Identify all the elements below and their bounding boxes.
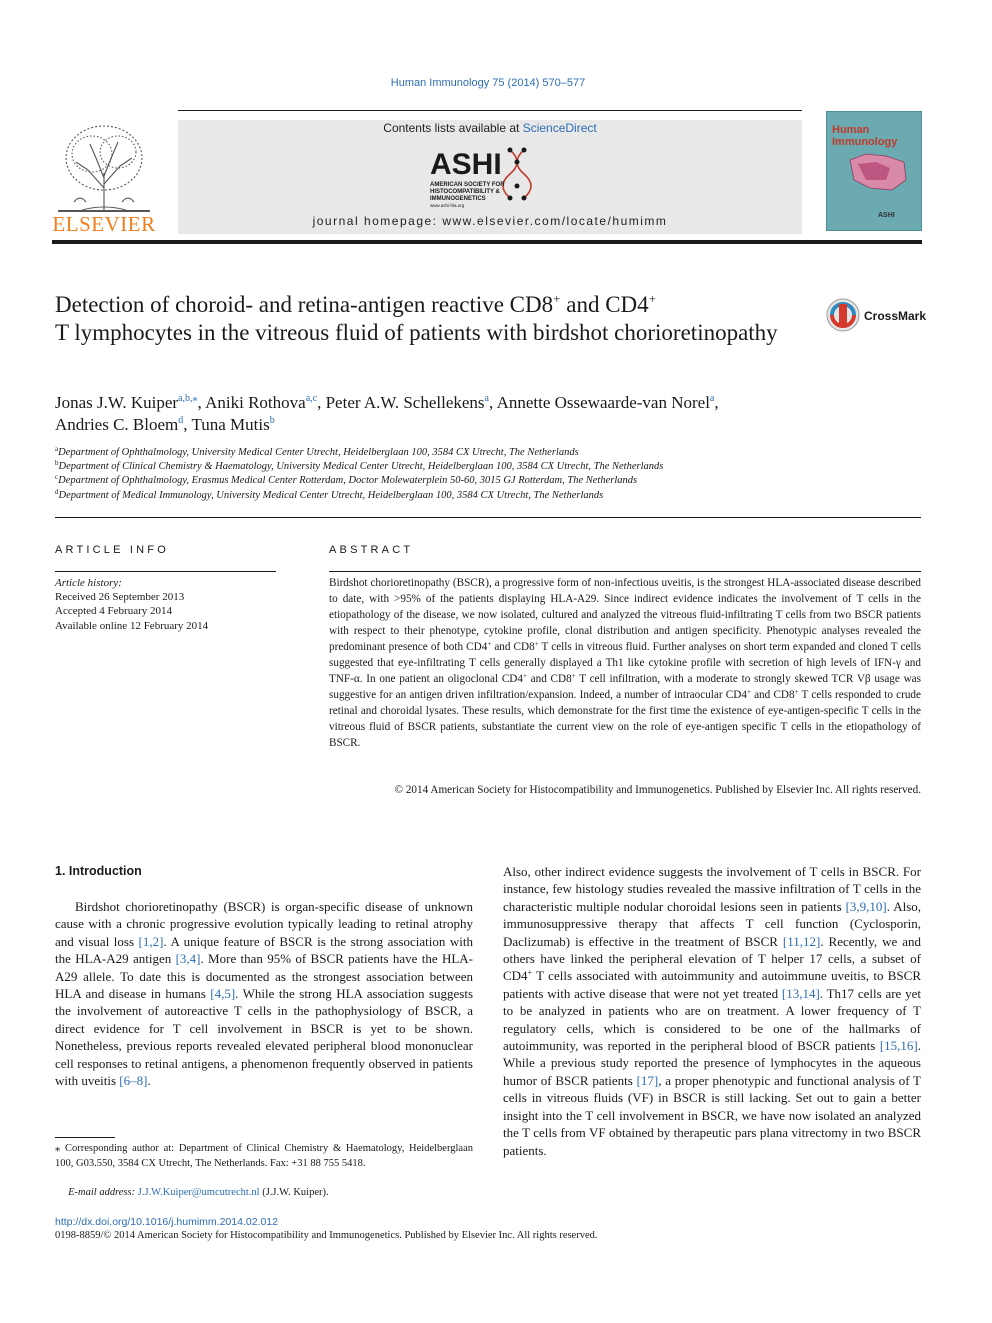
body-column-left: Birdshot chorioretinopathy (BSCR) is organ-specific disease of unknown cause with a chronic progressive evolution typically leading to retinal atrophy and visual loss [1,2]. A unique feature of BSCR is the strong association with the HLA-A29 antigen [3,4]. More than 95% of BSCR patients have the HLA-A29 allele. To date this is documented as the strongest association between HLA and disease in humans [4,5]. While the strong HLA association suggests the involvement of autoreactive T cells in the pathophysiology of BSCR, a direct evidence for T cell involvement in BSCR is yet to be shown. Nonetheless, previous reports revealed elevated peripheral blood mononuclear cell responses to retinal antigens, a phenomenon frequently observed in patients with uveitis [6–8]. [55,899,474,1089]
citation-link[interactable]: [11,12] [782,933,821,949]
ashi-logo [428,140,558,212]
cover-ashi-badge: ASHI [878,212,895,219]
footnote-rule [55,1137,115,1138]
cover-map-icon [846,150,910,194]
homepage-url-link[interactable]: www.elsevier.com/locate/humimm [442,214,668,228]
email-footnote: E-mail address: J.J.W.Kuiper@umcutrecht.nl (J.J.W. Kuiper). [68,1187,329,1198]
received-date: Received 26 September 2013 [55,591,185,604]
author-list: Jonas J.W. Kuiper$^{a,b,⁎}$, Aniki Rothova$^{a,c}$, Peter A.W. Schellekens$^a$, Annette Ossewaarde-van Norel$^a$, Andries C. Bloem$^d$, Tuna Mutis$^b$ [55,393,719,434]
author-affiliation[interactable]: b [269,415,275,426]
crossmark-label[interactable]: CrossMark [864,309,927,323]
affiliation-item: $^a$Department of Ophthalmology, University Medical Center Utrecht, Heidelberglaan 100, 3584 CX Utrecht, The Netherlands [55,445,579,458]
abstract-heading: ABSTRACT [329,544,414,556]
abstract-rule [329,571,921,572]
article-title: Detection of choroid- and retina-antigen reactive CD8+ and CD4+ T lymphocytes in the vitreous fluid of patients with birdshot chorioretinopathy [55,291,778,345]
homepage-prefix: journal homepage: [312,214,443,228]
email-link[interactable]: J.J.W.Kuiper@umcutrecht.nl [137,1187,260,1198]
author-affiliation[interactable]: a,c [305,393,318,404]
affiliation-item: $^b$Department of Clinical Chemistry & Haematology, University Medical Center Utrecht, Heidelberglaan 100, 3584 CX Utrecht, The Netherlands [55,459,664,473]
ashi-sub-3: IMMUNOGENETICS [430,196,486,202]
affiliation-item: $^c$Department of Ophthalmology, Erasmus Medical Center Rotterdam, Doctor Molewaterplein 50-60, 3015 GJ Rotterdam, The Netherlands [55,473,638,487]
author-affiliation[interactable]: d [178,415,184,426]
affiliation-list [55,446,915,503]
front-matter-rule [55,517,921,518]
citation-link[interactable]: [15,16] [879,1038,918,1054]
author-name[interactable]: Andries C. Bloem [55,415,179,434]
introduction-heading: 1. Introduction [55,864,142,878]
article-info-heading: ARTICLE INFO [55,544,169,556]
header-thick-rule [52,240,922,244]
corresponding-author-footnote: ⁎ Corresponding author at: Department of Clinical Chemistry & Haematology, Heidelberglaan 100, G03.550, 3584 CX Utrecht, The Netherlands. Fax: +31 88 755 5418. [55,1143,473,1169]
issn-copyright: 0198-8859/© 2014 American Society for Histocompatibility and Immunogenetics. Published by Elsevier Inc. All rights reserved. [55,1230,598,1241]
author-name[interactable]: Jonas J.W. Kuiper [55,393,179,412]
abstract-copyright: © 2014 American Society for Histocompatibility and Immunogenetics. Published by Elsevier Inc. All rights reserved. [394,784,921,796]
online-date: Available online 12 February 2014 [55,619,209,632]
body-column-right: Also, other indirect evidence suggests the involvement of T cells in BSCR. For instance, few histology studies revealed the massive infiltration of T cells in the characteristic multiple nodular choroidal lesions seen in patients [3,9,10]. Also, immunosuppressive therapy that affects T cell function (Cyclosporin, Daclizumab) is effective in the treatment of BSCR [11,12]. Recently, we and others have linked the peripheral elevation of T helper 17 cells, a subset of CD4+ T cells associated with autoimmunity and autoimmune uveitis, to BSCR patients with active disease that were not yet treated [13,14]. Th17 cells are yet to be analyzed in patients who are on treatment. A lower frequency of T regulatory cells, which is considered to be one of the hallmarks of autoimmunity, was reported in the peripheral blood of BSCR patients [15,16]. While a previous study reported the presence of lymphocytes in the aqueous humor of BSCR patients [17], a proper phenotypic and functional analysis of T cells in vitreous fluids (VF) in BSCR is still lacking. Set out to gain a better insight into the T cell involvement in BSCR, we have now isolated an analyzed the T cells from VF obtained by therapeutic pars plana vitrectomy in two BSCR patients. [503,864,922,1158]
ashi-sub-2: HISTOCOMPATIBILITY & [430,189,500,195]
citation-link[interactable]: [6–8] [119,1073,148,1089]
accepted-date: Accepted 4 February 2014 [55,605,172,618]
homepage-line [178,214,802,228]
affiliation-item: $^d$Department of Medical Immunology, University Medical Center Utrecht, Heidelberglaan 100, 3584 CX Utrecht, The Netherlands [55,487,604,501]
author-affiliation[interactable]: a [709,393,715,404]
author-name[interactable]: Annette Ossewaarde-van Norel [496,393,710,412]
contents-line [178,121,802,135]
ashi-sub-1: AMERICAN SOCIETY FOR [430,182,505,188]
ashi-logo-text: ASHI [430,148,502,181]
author-name[interactable]: Aniki Rothova [205,393,306,412]
citation-link[interactable]: [13,14] [781,985,820,1001]
citation-link[interactable]: [1,2] [138,933,164,949]
history-label: Article history: [55,577,122,589]
author-affiliation[interactable]: a [484,393,489,404]
citation-link[interactable]: [17] [636,1072,659,1088]
cover-title: Human Immunology [832,124,898,148]
article-info-rule [55,571,276,572]
article-history [55,576,276,633]
doi-link[interactable]: http://dx.doi.org/10.1016/j.humimm.2014.02.012 [55,1216,278,1228]
author-name[interactable]: Peter A.W. Schellekens [325,393,485,412]
citation-link[interactable]: [4,5] [210,986,236,1002]
abstract-text: Birdshot chorioretinopathy (BSCR), a progressive form of non-infectious uveitis, is the strongest HLA-associated disease described to date, with >95% of the patients displaying HLA-A29. Since indirect evidence indicates the involvement of T cells in the etiopathology of the disease, we now isolated, cultured and analyzed the vitreous fluid-infiltrating T cells from two BSCR patients with respect to their phenotype, cytokine profile, clonal distribution and antigen specificity. Phenotypic analyses revealed the predominant presence of both CD4+ and CD8+ T cells in vitreous fluid. Further analyses on short term expanded and cloned T cells suggested that eye-infiltrating T cells generally displayed a Th1 like cytokine profile with secretion of high levels of IFN-γ and TNF-α. In one patient an oligoclonal CD4+ and CD8+ T cell infiltration, with a moderate to strongly skewed TCR Vβ usage was suggestive for an antigen driven infiltration/expansion. Indeed, a number of intraocular CD4+ and CD8+ T cells responded to crude retinal and choroidal lysates. These results, which demonstrate for the first time the existence of eye-antigen-specific T cells in the vitreous fluid of BSCR patients, substantiate the current view on the role of eye-antigen specific T cells in the etiopathology of BSCR. [329,577,921,749]
journal-reference-link[interactable]: Human Immunology 75 (2014) 570–577 [390,77,586,89]
author-name[interactable]: Tuna Mutis [191,415,270,434]
author-affiliation[interactable]: a,b,⁎ [178,393,198,404]
header-rule [178,110,802,111]
contents-prefix: Contents lists available at [383,121,523,135]
email-label: E-mail address: [68,1187,138,1198]
citation-link[interactable]: [3,9,10] [845,898,887,914]
ashi-url: www.ashi-hla.org [430,203,465,208]
sciencedirect-link[interactable]: ScienceDirect [522,121,597,135]
elsevier-wordmark: ELSEVIER [52,212,156,236]
citation-link[interactable]: [3,4] [175,951,201,967]
